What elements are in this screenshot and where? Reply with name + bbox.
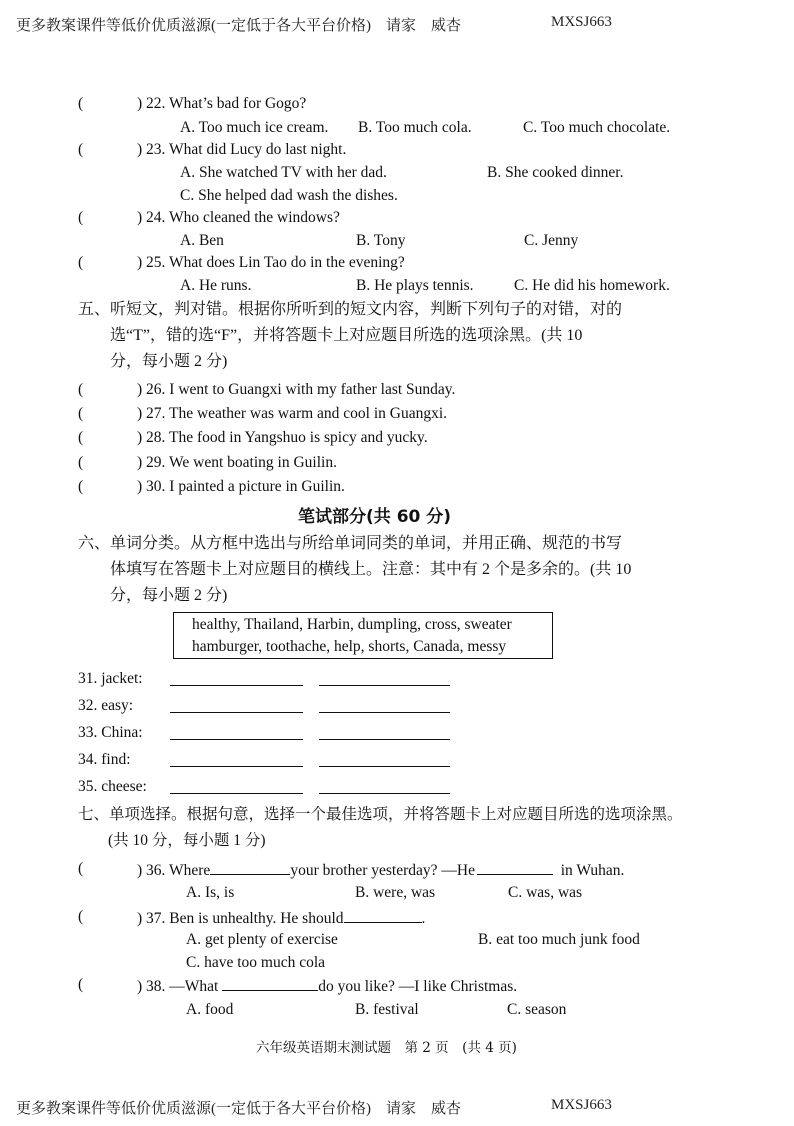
option-b: B. She cooked dinner.: [487, 164, 624, 181]
question-text: ) 22. What’s bad for Gogo?: [137, 95, 307, 112]
answer-paren: (: [78, 254, 84, 271]
answer-blank[interactable]: [170, 739, 303, 740]
option-b: B. were, was: [355, 884, 436, 901]
answer-blank[interactable]: [477, 860, 553, 875]
word-label: 31. jacket:: [78, 670, 143, 687]
question-text: ) 27. The weather was warm and cool in Guangxi.: [137, 405, 448, 422]
question-24: [78, 209, 678, 229]
answer-blank[interactable]: [319, 766, 450, 767]
answer-paren: (: [78, 976, 84, 993]
option-c: C. season: [507, 1001, 567, 1018]
question-38: [78, 976, 698, 996]
question-22: [78, 95, 678, 115]
question-text: ) 23. What did Lucy do last night.: [137, 141, 347, 158]
word-row-35: [78, 778, 478, 798]
option-b: B. festival: [355, 1001, 419, 1018]
section-5-line-3: 分，每小题 2 分): [110, 353, 228, 370]
option-a: A. She watched TV with her dad.: [180, 164, 387, 181]
word-row-33: [78, 724, 478, 744]
answer-paren: (: [78, 860, 84, 877]
question-end: .: [421, 910, 426, 927]
answer-paren: (: [78, 381, 84, 398]
question-text: [137, 908, 425, 928]
answer-paren: (: [78, 95, 84, 112]
section-5-instructions: [78, 297, 622, 375]
section-6-line-1: 六、单词分类。从方框中选出与所给单词同类的单词，并用正确、规范的书写: [78, 535, 623, 552]
question-start: ) 37. Ben is unhealthy. He should: [137, 910, 344, 927]
option-a: A. He runs.: [180, 277, 252, 294]
promo-footer: [16, 1097, 716, 1118]
section-5-line-2: 选“T”，错的选“F”，并将答题卡上对应题目所选的选项涂黑。(共 10: [110, 327, 583, 344]
question-end: do you like? —I like Christmas.: [318, 978, 518, 995]
section-6-instructions: [78, 531, 631, 609]
option-a: A. food: [186, 1001, 234, 1018]
answer-blank[interactable]: [210, 860, 290, 875]
word-label: 34. find:: [78, 751, 131, 768]
section-7-line-1: 七、单项选择。根据句意，选择一个最佳选项，并将答题卡上对应题目所选的选项涂黑。: [78, 806, 683, 823]
answer-paren: (: [78, 405, 84, 422]
question-end: in Wuhan.: [560, 862, 625, 879]
question-37: [78, 908, 698, 928]
option-c: C. have too much cola: [186, 954, 326, 971]
answer-blank[interactable]: [170, 766, 303, 767]
word-label: 33. China:: [78, 724, 143, 741]
question-text: ) 30. I painted a picture in Guilin.: [137, 478, 345, 495]
option-b: B. He plays tennis.: [356, 277, 474, 294]
option-a: A. Is, is: [186, 884, 235, 901]
section-5-line-1: 五、听短文，判对错。根据你所听到的短文内容，判断下列句子的对错，对的: [78, 301, 623, 318]
answer-blank[interactable]: [319, 793, 450, 794]
written-part-title: 笔试部分(共 60 分): [298, 507, 452, 527]
option-a: A. get plenty of exercise: [186, 931, 338, 948]
question-text: ) 25. What does Lin Tao do in the evening?: [137, 254, 405, 271]
promo-code: MXSJ663: [551, 14, 612, 30]
answer-paren: (: [78, 478, 84, 495]
question-25: [78, 254, 678, 274]
answer-blank[interactable]: [319, 739, 450, 740]
answer-paren: (: [78, 209, 84, 226]
answer-paren: (: [78, 908, 84, 925]
question-27: [78, 405, 678, 425]
section-6-line-3: 分，每小题 2 分): [110, 587, 228, 604]
answer-blank[interactable]: [319, 712, 450, 713]
question-23: [78, 141, 678, 161]
question-text: ) 26. I went to Guangxi with my father last Sunday.: [137, 381, 456, 398]
word-box-line-1: healthy, Thailand, Harbin, dumpling, cross, sweater: [192, 616, 512, 633]
answer-blank[interactable]: [319, 685, 450, 686]
question-29: [78, 454, 678, 474]
question-text: ) 29. We went boating in Guilin.: [137, 454, 337, 471]
word-box: [173, 612, 553, 659]
answer-blank[interactable]: [170, 793, 303, 794]
question-middle: your brother yesterday? —He: [290, 862, 475, 879]
word-row-34: [78, 751, 478, 771]
word-row-32: [78, 697, 478, 717]
section-6-line-2: 体填写在答题卡上对应题目的横线上。注意：其中有 2 个是多余的。(共 10: [110, 561, 632, 578]
promo-header: [16, 14, 716, 35]
promo-text: 更多教案课件等低价优质滋源(一定低于各大平台价格) 请家 威杏: [16, 1101, 461, 1117]
section-7-instructions: [78, 802, 683, 854]
page-footer: 六年级英语期末测试题 第 2 页 (共 4 页): [256, 1040, 517, 1056]
option-b: B. eat too much junk food: [478, 931, 640, 948]
option-b: B. Too much cola.: [358, 119, 472, 136]
answer-blank[interactable]: [170, 712, 303, 713]
answer-blank[interactable]: [170, 685, 303, 686]
answer-paren: (: [78, 141, 84, 158]
question-start: ) 38. —What: [137, 978, 219, 995]
question-26: [78, 381, 678, 401]
word-row-31: [78, 670, 478, 690]
option-b: B. Tony: [356, 232, 406, 249]
question-36: [78, 860, 698, 880]
question-text: ) 24. Who cleaned the windows?: [137, 209, 340, 226]
answer-blank[interactable]: [344, 908, 422, 923]
question-text: [137, 976, 517, 996]
section-7-line-2: (共 10 分，每小题 1 分): [108, 832, 266, 849]
option-c: C. Too much chocolate.: [523, 119, 671, 136]
question-30: [78, 478, 678, 498]
word-box-line-2: hamburger, toothache, help, shorts, Canada, messy: [192, 638, 507, 655]
option-a: A. Too much ice cream.: [180, 119, 329, 136]
answer-paren: (: [78, 429, 84, 446]
word-label: 35. cheese:: [78, 778, 147, 795]
question-text: [137, 860, 624, 880]
option-c: C. She helped dad wash the dishes.: [180, 187, 398, 204]
question-28: [78, 429, 678, 449]
question-text: ) 28. The food in Yangshuo is spicy and yucky.: [137, 429, 428, 446]
answer-paren: (: [78, 454, 84, 471]
promo-code: MXSJ663: [551, 1097, 612, 1113]
promo-text: 更多教案课件等低价优质滋源(一定低于各大平台价格) 请家 威杏: [16, 18, 461, 34]
word-label: 32. easy:: [78, 697, 134, 714]
question-start: ) 36. Where: [137, 862, 211, 879]
option-c: C. Jenny: [524, 232, 579, 249]
option-c: C. was, was: [508, 884, 583, 901]
option-a: A. Ben: [180, 232, 224, 249]
option-c: C. He did his homework.: [514, 277, 670, 294]
answer-blank[interactable]: [222, 976, 318, 991]
